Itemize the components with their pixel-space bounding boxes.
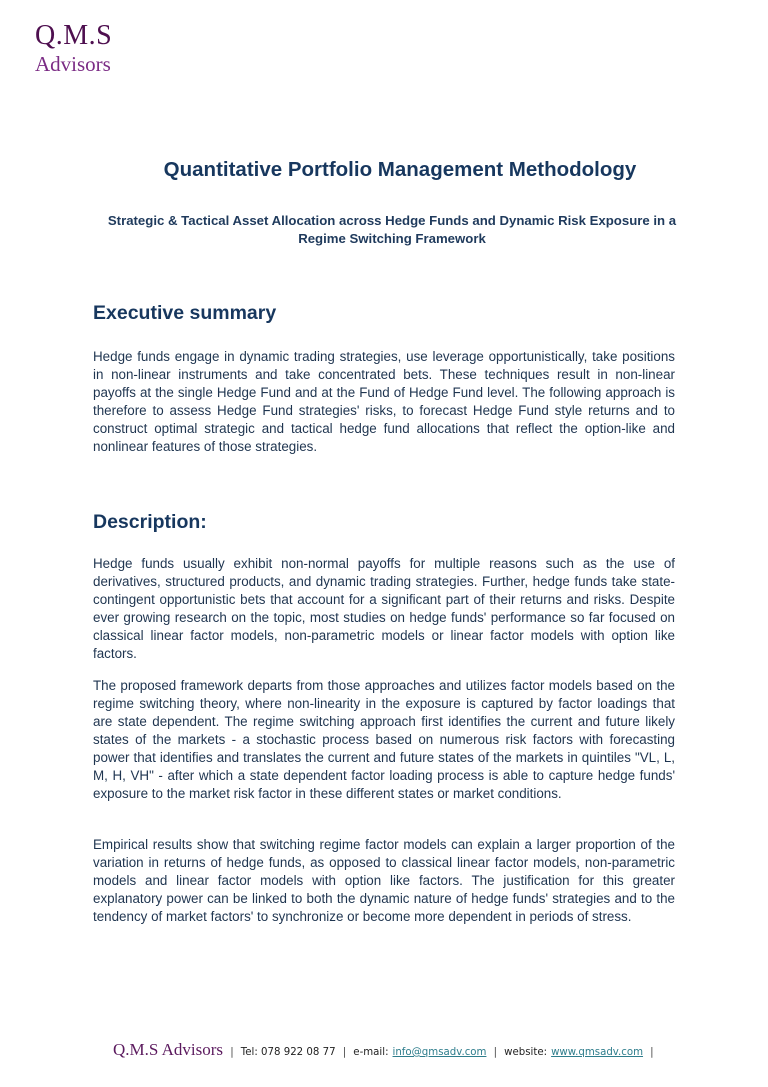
footer-email-label: e-mail: — [353, 1047, 389, 1058]
footer-separator: | — [230, 1045, 234, 1058]
heading-description: Description: — [93, 511, 207, 533]
footer-separator: | — [493, 1045, 498, 1058]
paragraph-description-3: Empirical results show that switching regime factor models can explain a larger proportion of the variation in returns of hedge funds, as opposed to classical linear factor models, non-parametric models and linear factor models with option like factors. The justification for this greater explanatory power can be linked to both the dynamic nature of hedge funds' strategies and to the tendency of market factors' to synchronize or become more dependent in periods of stress. — [93, 837, 675, 924]
logo-line-qms: Q.M.S — [35, 20, 113, 51]
paragraph-description-2: The proposed framework departs from those approaches and utilizes factor models based on the regime switching theory, where non-linearity in the exposure is captured by factor loadings that are state dependent. The regime switching approach first identifies the current and future likely states of the markets - a stochastic process based on numerous risk factors with forecasting power that identifies and translates the current and future states of the markets in quintiles "VL, L, M, H, VH" - after which a state dependent factor loading process is able to capture hedge funds' exposure to the market risk factor in these different states or market conditions. — [93, 678, 675, 801]
document-subtitle: Strategic & Tactical Asset Allocation across Hedge Funds and Dynamic Risk Exposure in a Regime Switching Framework — [107, 213, 677, 246]
paragraph-description-1: Hedge funds usually exhibit non-normal payoffs for multiple reasons such as the use of derivatives, structured products, and dynamic trading strategies. Further, hedge funds take state-contingent opportunistic bets that account for a significant part of their returns and risks. Despite ever growing research on the topic, most studies on hedge funds' performance so far focused on classical linear factor models, non-parametric models or linear factor models with option like factors. — [93, 556, 675, 661]
company-logo — [35, 22, 112, 75]
footer-separator: | — [342, 1045, 347, 1058]
logo-line-advisors: Advisors — [35, 52, 111, 76]
heading-executive-summary: Executive summary — [93, 302, 277, 324]
footer-email-link[interactable]: info@qmsadv.com — [392, 1047, 487, 1058]
document-title: Quantitative Portfolio Management Methodology — [163, 158, 637, 181]
footer-brand: Q.M.S Advisors — [113, 1040, 224, 1059]
footer-website-label: website: — [504, 1047, 548, 1058]
footer-separator: | — [650, 1045, 654, 1058]
footer-tel: Tel: 078 922 08 77 — [240, 1047, 336, 1058]
page-footer — [113, 1040, 657, 1060]
footer-website-link[interactable]: www.qmsadv.com — [551, 1047, 644, 1058]
paragraph-executive-summary: Hedge funds engage in dynamic trading strategies, use leverage opportunistically, take positions in non-linear instruments and take concentrated bets. These techniques result in non-linear payoffs at the single Hedge Fund and at the Fund of Hedge Fund level. The following approach is therefore to assess Hedge Fund strategies' risks, to forecast Hedge Fund style returns and to construct optimal strategic and tactical hedge fund allocations that reflect the option-like and nonlinear features of those strategies. — [93, 349, 675, 454]
